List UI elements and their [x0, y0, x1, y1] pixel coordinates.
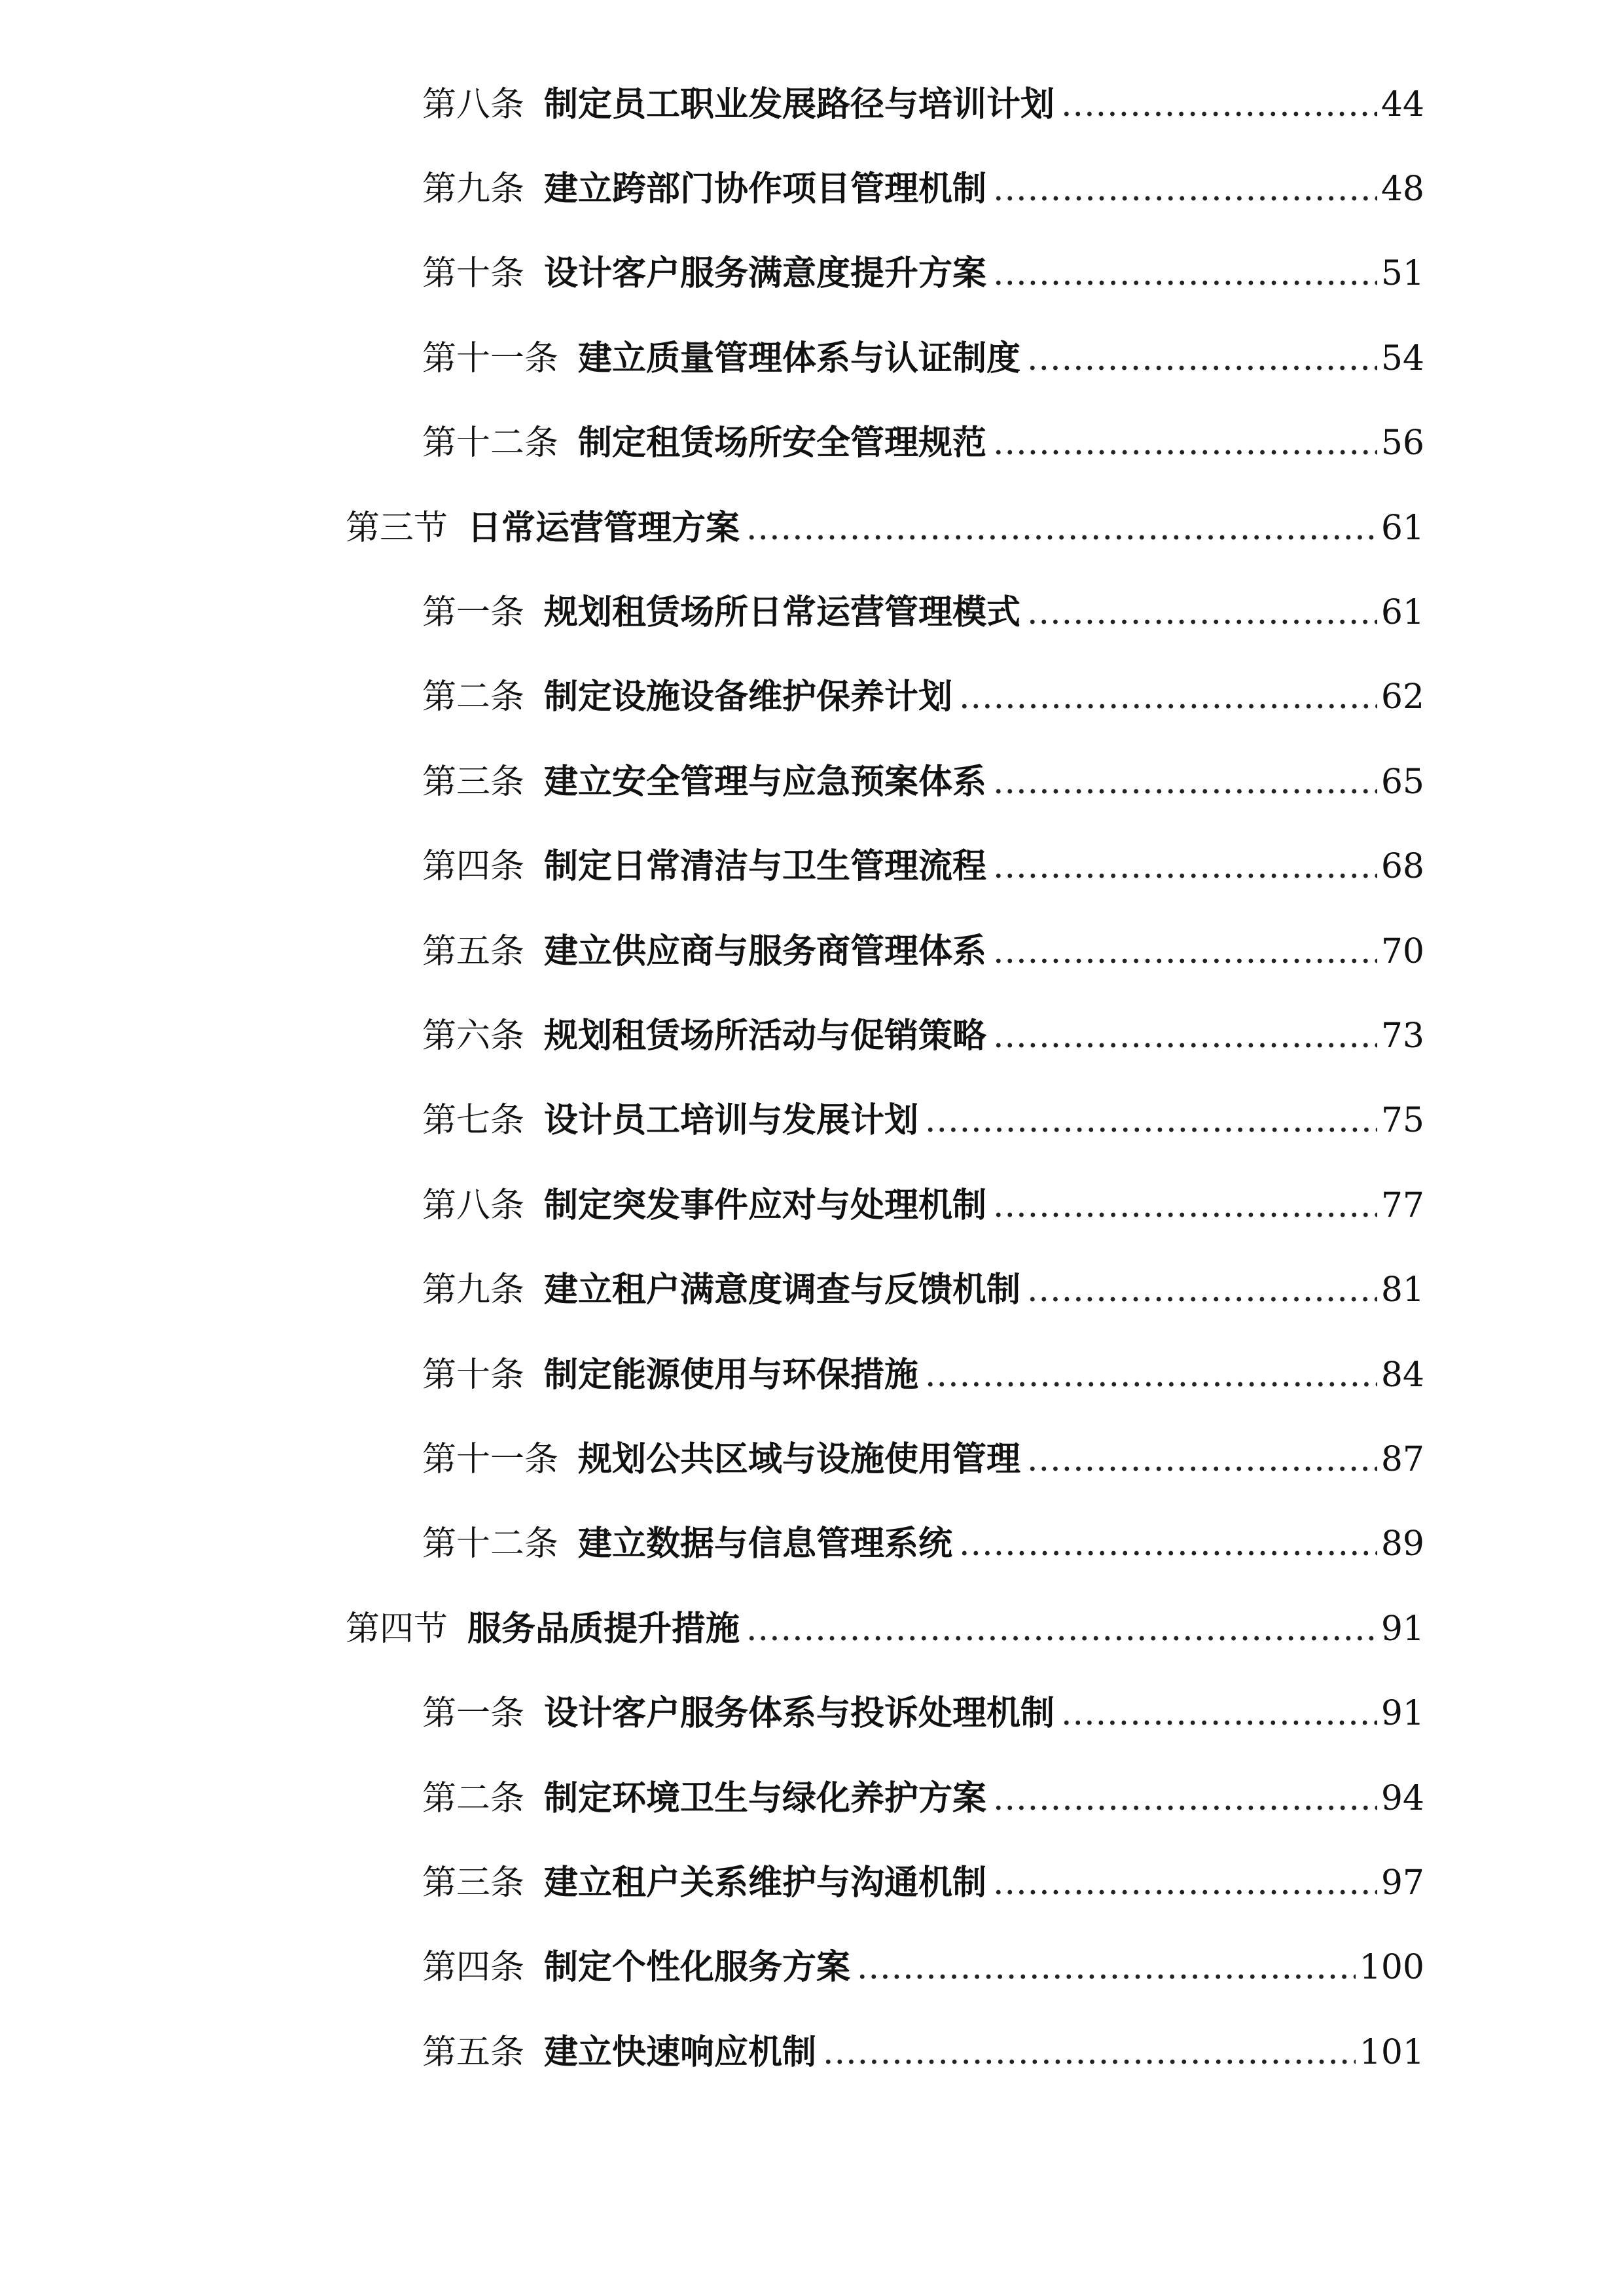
toc-entry-number: 第十条: [422, 1355, 525, 1395]
toc-dot-leader: [993, 1782, 1377, 1816]
toc-entry-number: 第三条: [422, 1863, 525, 1903]
toc-dot-leader: [1027, 1273, 1377, 1307]
toc-article-row[interactable]: [0, 1926, 1624, 2010]
toc-entry-title: 建立租户满意度调查与反馈机制: [544, 1270, 1021, 1310]
toc-entry-title: 制定个性化服务方案: [544, 1948, 851, 1988]
toc-entry-title: 服务品质提升措施: [467, 1609, 740, 1649]
toc-entry-title: 建立租户关系维护与沟通机制: [544, 1863, 987, 1903]
toc-dot-leader: [993, 1019, 1377, 1053]
toc-page-number: 56: [1380, 423, 1424, 463]
toc-dot-leader: [993, 1866, 1377, 1900]
toc-entry-title: 设计客户服务体系与投诉处理机制: [544, 1694, 1055, 1734]
toc-article-row[interactable]: [0, 655, 1624, 740]
toc-entry-number: 第五条: [422, 931, 525, 971]
toc-page-number: 61: [1380, 593, 1424, 633]
toc-entry-number: 第九条: [422, 170, 525, 209]
toc-article-row[interactable]: [0, 1163, 1624, 1247]
toc-page-number: 68: [1380, 847, 1424, 887]
toc-entry-title: 设计客户服务满意度提升方案: [544, 254, 987, 294]
table-of-contents: [0, 62, 1624, 2094]
toc-dot-leader: [1027, 596, 1377, 630]
toc-entry-title: 设计员工培训与发展计划: [544, 1101, 919, 1141]
toc-article-row[interactable]: [0, 570, 1624, 655]
toc-entry-title: 建立供应商与服务商管理体系: [544, 931, 987, 971]
toc-entry-title: 制定员工职业发展路径与培训计划: [544, 84, 1055, 124]
toc-page-number: 81: [1380, 1270, 1424, 1310]
toc-article-row[interactable]: [0, 825, 1624, 909]
toc-dot-leader: [959, 1527, 1377, 1561]
toc-article-row[interactable]: [0, 316, 1624, 401]
toc-article-row[interactable]: [0, 1417, 1624, 1501]
toc-page-number: 70: [1380, 931, 1424, 971]
toc-page-number: 91: [1380, 1609, 1424, 1649]
toc-dot-leader: [993, 765, 1377, 799]
toc-page-number: 62: [1380, 677, 1424, 717]
toc-entry-number: 第十条: [422, 254, 525, 294]
toc-dot-leader: [993, 850, 1377, 884]
toc-article-row[interactable]: [0, 1333, 1624, 1417]
toc-entry-title: 制定日常清洁与卫生管理流程: [544, 847, 987, 887]
toc-entry-title: 建立安全管理与应急预案体系: [544, 762, 987, 802]
toc-article-row[interactable]: [0, 147, 1624, 231]
toc-article-row[interactable]: [0, 2010, 1624, 2094]
toc-entry-number: 第九条: [422, 1270, 525, 1310]
toc-entry-number: 第十一条: [422, 1439, 559, 1479]
toc-page-number: 61: [1380, 508, 1424, 548]
toc-entry-number: 第五条: [422, 2032, 525, 2072]
toc-page-number: 101: [1359, 2032, 1424, 2072]
toc-entry-number: 第四节: [346, 1609, 448, 1649]
toc-page-number: 94: [1380, 1778, 1424, 1818]
toc-entry-number: 第四条: [422, 847, 525, 887]
toc-dot-leader: [993, 1189, 1377, 1223]
toc-entry-number: 第一条: [422, 1694, 525, 1734]
toc-entry-title: 建立跨部门协作项目管理机制: [544, 170, 987, 209]
toc-dot-leader: [925, 1103, 1377, 1138]
toc-dot-leader: [993, 426, 1377, 460]
toc-page-number: 44: [1380, 84, 1424, 124]
toc-entry-title: 制定突发事件应对与处理机制: [544, 1185, 987, 1225]
toc-entry-title: 制定租赁场所安全管理规范: [578, 423, 987, 463]
toc-article-row[interactable]: [0, 1671, 1624, 1755]
toc-dot-leader: [993, 172, 1377, 206]
toc-entry-title: 日常运营管理方案: [467, 508, 740, 548]
toc-page-number: 48: [1380, 170, 1424, 209]
toc-page-number: 54: [1380, 338, 1424, 378]
toc-entry-title: 规划租赁场所日常运营管理模式: [544, 593, 1021, 633]
toc-page-number: 51: [1380, 254, 1424, 294]
toc-dot-leader: [857, 1950, 1356, 1984]
toc-article-row[interactable]: [0, 1079, 1624, 1163]
toc-dot-leader: [959, 680, 1377, 714]
toc-article-row[interactable]: [0, 994, 1624, 1078]
toc-page-number: 97: [1380, 1863, 1424, 1903]
toc-article-row[interactable]: [0, 1840, 1624, 1925]
toc-page-number: 65: [1380, 762, 1424, 802]
toc-dot-leader: [993, 935, 1377, 969]
toc-entry-title: 规划租赁场所活动与促销策略: [544, 1016, 987, 1056]
toc-page-number: 77: [1380, 1185, 1424, 1225]
toc-entry-number: 第八条: [422, 84, 525, 124]
toc-entry-number: 第七条: [422, 1101, 525, 1141]
toc-page-number: 84: [1380, 1355, 1424, 1395]
toc-dot-leader: [1061, 88, 1377, 122]
toc-entry-number: 第四条: [422, 1948, 525, 1988]
toc-entry-number: 第三节: [346, 508, 448, 548]
toc-article-row[interactable]: [0, 909, 1624, 994]
toc-page-number: 87: [1380, 1439, 1424, 1479]
toc-dot-leader: [1027, 342, 1377, 376]
toc-article-row[interactable]: [0, 1502, 1624, 1587]
toc-section-row[interactable]: [0, 486, 1624, 570]
toc-page-number: 75: [1380, 1101, 1424, 1141]
toc-dot-leader: [993, 257, 1377, 291]
toc-dot-leader: [925, 1358, 1377, 1392]
toc-entry-number: 第二条: [422, 1778, 525, 1818]
toc-dot-leader: [746, 1612, 1377, 1646]
toc-entry-title: 建立数据与信息管理系统: [578, 1524, 953, 1564]
toc-entry-title: 规划公共区域与设施使用管理: [578, 1439, 1021, 1479]
toc-entry-number: 第六条: [422, 1016, 525, 1056]
toc-article-row[interactable]: [0, 740, 1624, 824]
toc-entry-number: 第一条: [422, 593, 525, 633]
toc-dot-leader: [1061, 1696, 1377, 1731]
toc-entry-title: 制定能源使用与环保措施: [544, 1355, 919, 1395]
toc-entry-number: 第三条: [422, 762, 525, 802]
toc-entry-title: 建立快速响应机制: [544, 2032, 817, 2072]
toc-dot-leader: [1027, 1443, 1377, 1477]
toc-entry-title: 制定环境卫生与绿化养护方案: [544, 1778, 987, 1818]
toc-entry-number: 第八条: [422, 1185, 525, 1225]
toc-entry-number: 第十一条: [422, 338, 559, 378]
toc-article-row[interactable]: [0, 1756, 1624, 1840]
toc-entry-title: 制定设施设备维护保养计划: [544, 677, 953, 717]
toc-section-row[interactable]: [0, 1587, 1624, 1671]
toc-page-number: 89: [1380, 1524, 1424, 1564]
toc-dot-leader: [746, 511, 1377, 545]
toc-article-row[interactable]: [0, 232, 1624, 316]
toc-entry-number: 第十二条: [422, 423, 559, 463]
toc-article-row[interactable]: [0, 1247, 1624, 1332]
toc-page-number: 73: [1380, 1016, 1424, 1056]
toc-article-row[interactable]: [0, 62, 1624, 147]
toc-article-row[interactable]: [0, 401, 1624, 486]
toc-entry-number: 第十二条: [422, 1524, 559, 1564]
toc-dot-leader: [823, 2036, 1356, 2070]
toc-entry-title: 建立质量管理体系与认证制度: [578, 338, 1021, 378]
toc-page-number: 91: [1380, 1694, 1424, 1734]
toc-entry-number: 第二条: [422, 677, 525, 717]
toc-page-number: 100: [1359, 1948, 1424, 1988]
